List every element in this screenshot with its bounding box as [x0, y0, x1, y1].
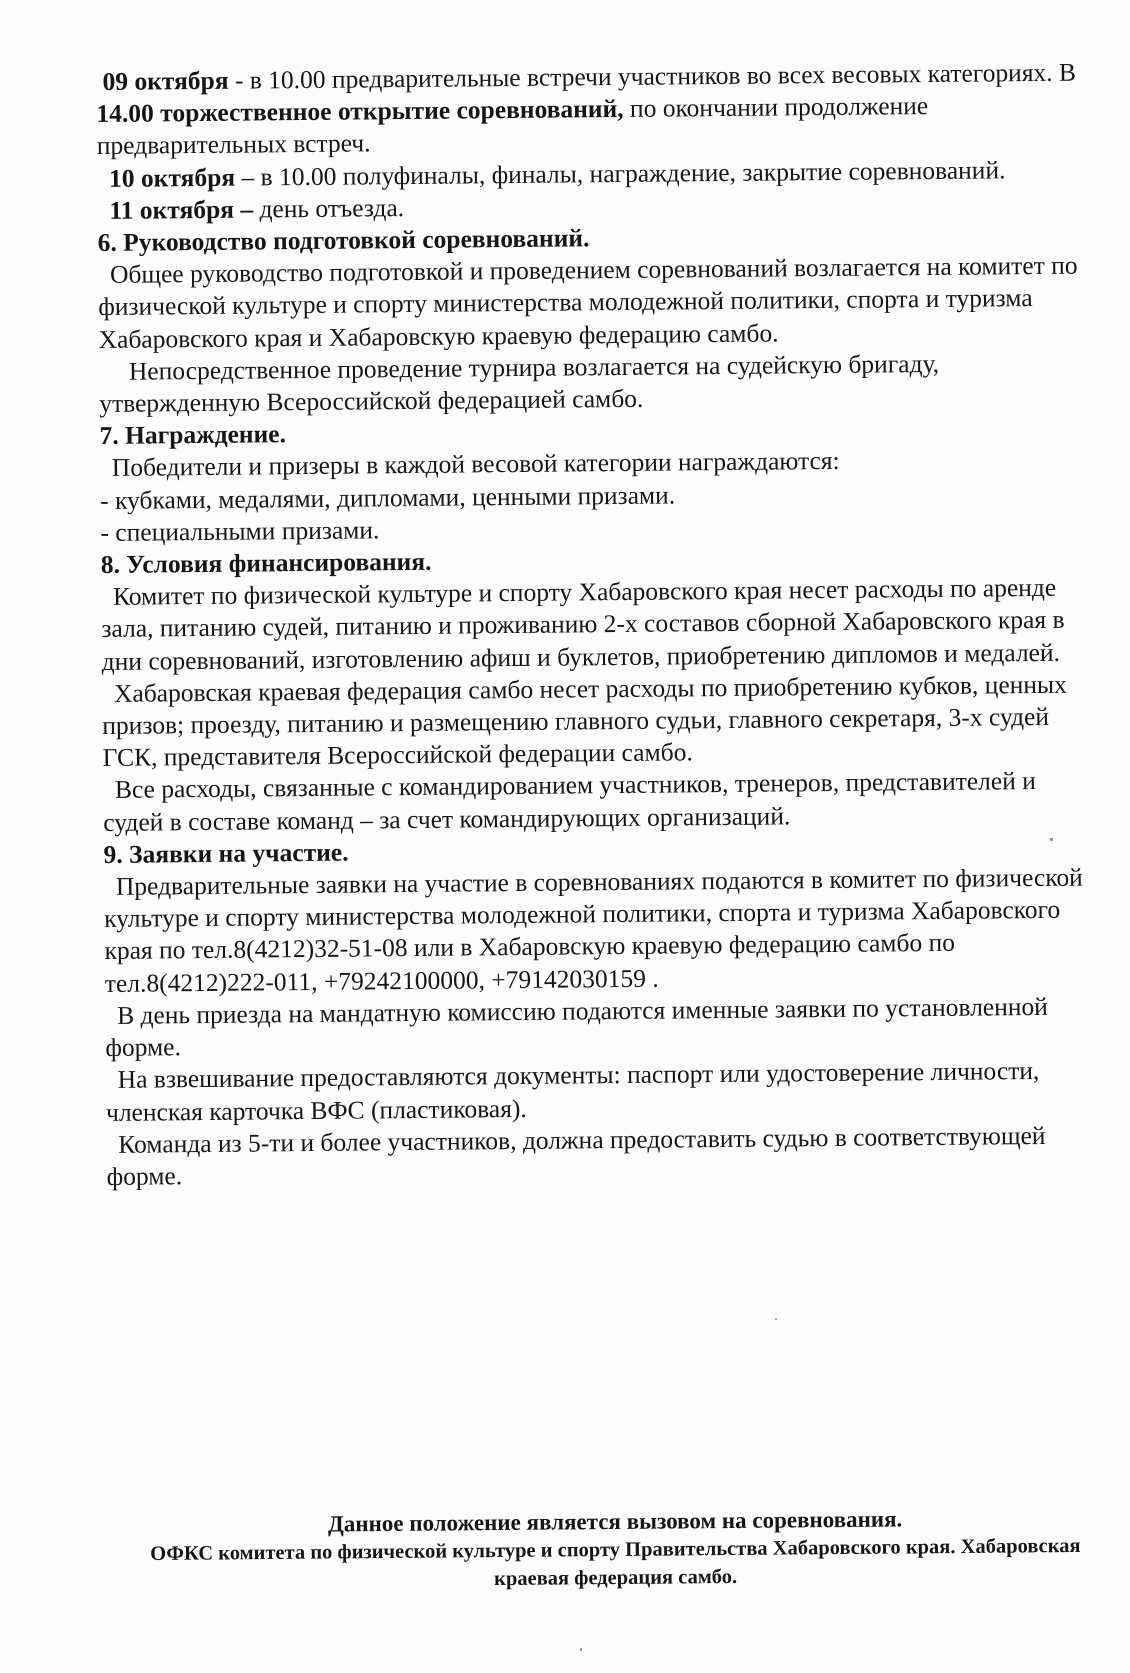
section-8-paragraph-2: Хабаровская краевая федерация самбо несет расходы по приобретению кубков, ценных призов; проезду, питанию и размещению главного судьи, главного секретаря, 3-х судей ГСК, представителя Всероссийской федерации самбо.: [102, 669, 1068, 773]
section-7-list-item: - кубками, медалями, дипломами, ценными призами.: [100, 480, 676, 515]
schedule-oct9-text-continued: по окончании продолжение предварительных встреч.: [96, 91, 929, 161]
section-9-paragraph-3: На взвешивание предоставляются документы: паспорт или удостоверение личности, членская карточка ВФС (пластиковая).: [105, 1056, 1040, 1127]
section-7-list-item: - специальными призами.: [100, 515, 380, 547]
scan-speck: [580, 1648, 582, 1651]
schedule-oct11-date: 11 октября –: [109, 194, 254, 225]
schedule-oct10-text: – в 10.00 полуфиналы, финалы, награждение, закрытие соревнований.: [234, 154, 1006, 192]
schedule-oct9-text: - в 10.00 предварительные встречи участников во всех весовых категориях. В: [228, 57, 1077, 95]
section-9-paragraph-4: Команда из 5-ти и более участников, должна предоставить судью в соответствующей форме.: [106, 1120, 1046, 1191]
schedule-oct9: [96, 56, 1087, 162]
footer-invitation-note: Данное положение является вызовом на соревнования.: [327, 1506, 903, 1537]
section-9-paragraph-1: Предварительные заявки на участие в соревнованиях подаются в комитет по физической культуре и спорту министерства молодежной политики, спорта и туризма Хабаровского края по тел.8(4212)32-51-08 или в Хабаровскую краевую федерацию самбо по тел.8(4212)222-011, +79242100000, +79142030159 .: [104, 862, 1083, 998]
footer-issuers: ОФКС комитета по физической культуре и спорту Правительства Хабаровского края. Хабаровская краевая федерация самбо.: [150, 1534, 1081, 1591]
section-8-paragraph-3: Все расходы, связанные с командированием участников, тренеров, представителей и судей в составе команд – за счет командирующих организаций.: [103, 766, 1036, 837]
section-6-paragraph-2: Непосредственное проведение турнира возлагается на судейскую бригаду, утвержденную Всероссийской федерацией самбо.: [99, 348, 940, 419]
schedule-oct9-date: 09 октября: [102, 65, 229, 96]
section-6-heading: 6. Руководство подготовкой соревнований.: [97, 223, 590, 258]
schedule-opening-ceremony: 14.00 торжественное открытие соревнований,: [96, 94, 624, 129]
document-footer: [140, 1504, 1091, 1596]
document-body: [96, 56, 1097, 1193]
section-7-paragraph-1: Победители и призеры в каждой весовой категории награждаются:: [111, 446, 840, 483]
schedule-oct10-date: 10 октября: [108, 162, 236, 193]
section-9-heading: 9. Заявки на участие.: [103, 837, 349, 869]
section-9-paragraph-2: В день приезда на мандатную комиссию подаются именные заявки по установленной форме.: [105, 991, 1048, 1063]
section-6-paragraph-1: Общее руководство подготовкой и проведением соревнований возлагается на комитет по физической культуре и спорту министерства молодежной политики, спорта и туризма Хабаровского края и Хабаровскую краевую федерацию самбо.: [98, 250, 1078, 354]
section-8-paragraph-1: Комитет по физической культуре и спорту Хабаровского края несет расходы по аренде зала, питанию судей, питанию и проживанию 2-х составов сборной Хабаровского края в дни соревнований, изготовлению афиш и буклетов, приобретению дипломов и медалей.: [101, 573, 1065, 676]
schedule-oct11-text: день отъезда.: [252, 192, 405, 224]
scan-speck: [775, 1318, 777, 1320]
section-8-heading: 8. Условия финансирования.: [100, 546, 432, 580]
section-7-heading: 7. Награждение.: [99, 419, 287, 451]
scan-speck: [1050, 838, 1053, 841]
